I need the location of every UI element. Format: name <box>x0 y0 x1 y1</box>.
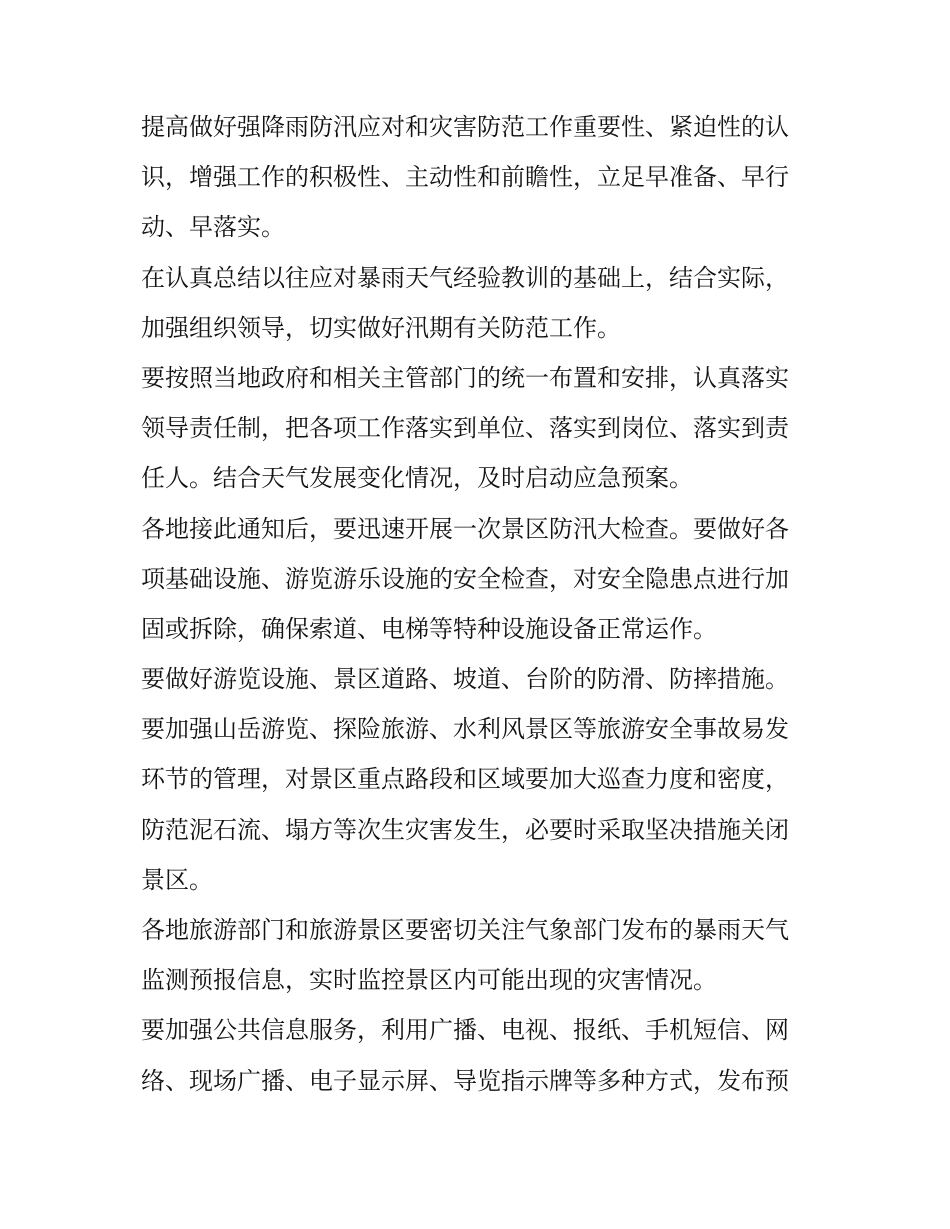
text-line: 景区。 <box>141 865 213 894</box>
text-line: 各地旅游部门和旅游景区要密切关注气象部门发布的暴雨天气 <box>141 916 789 944</box>
text-line: 监测预报信息，实时监控景区内可能出现的灾害情况。 <box>141 966 717 995</box>
text-line: 识，增强工作的积极性、主动性和前瞻性，立足早准备、早行 <box>141 163 789 192</box>
text-line: 环节的管理，对景区重点路段和区域要加大巡查力度和密度， <box>141 765 789 794</box>
text-line: 加强组织领导，切实做好汛期有关防范工作。 <box>141 313 621 342</box>
text-line: 络、现场广播、电子显示屏、导览指示牌等多种方式，发布预 <box>141 1066 789 1095</box>
text-line: 固或拆除，确保索道、电梯等特种设施设备正常运作。 <box>141 614 717 643</box>
text-line: 防范泥石流、塌方等次生灾害发生，必要时采取坚决措施关闭 <box>141 815 789 844</box>
paragraph <box>141 353 821 504</box>
text-line: 要按照当地政府和相关主管部门的统一布置和安排，认真落实 <box>141 363 789 392</box>
text-line: 要加强山岳游览、探险旅游、水利风景区等旅游安全事故易发 <box>141 715 789 744</box>
text-line: 项基础设施、游览游乐设施的安全检查，对安全隐患点进行加 <box>141 564 789 593</box>
paragraph <box>141 1005 821 1105</box>
text-line: 提高做好强降雨防汛应对和灾害防范工作重要性、紧迫性的认 <box>141 113 789 141</box>
text-line: 要做好游览设施、景区道路、坡道、台阶的防滑、防摔措施。 <box>141 665 789 694</box>
paragraph <box>141 905 821 1005</box>
text-line: 在认真总结以往应对暴雨天气经验教训的基础上，结合实际， <box>141 263 789 292</box>
text-line: 任人。结合天气发展变化情况，及时启动应急预案。 <box>141 464 693 493</box>
text-line: 各地接此通知后，要迅速开展一次景区防汛大检查。要做好各 <box>141 514 789 543</box>
paragraph <box>141 102 821 253</box>
paragraph <box>141 654 821 704</box>
paragraph <box>141 504 821 655</box>
paragraph <box>141 704 821 905</box>
text-line: 动、早落实。 <box>141 213 285 242</box>
text-line: 要加强公共信息服务，利用广播、电视、报纸、手机短信、网 <box>141 1016 789 1045</box>
document-body <box>141 102 821 1106</box>
paragraph <box>141 253 821 353</box>
text-line: 领导责任制，把各项工作落实到单位、落实到岗位、落实到责 <box>141 414 789 443</box>
